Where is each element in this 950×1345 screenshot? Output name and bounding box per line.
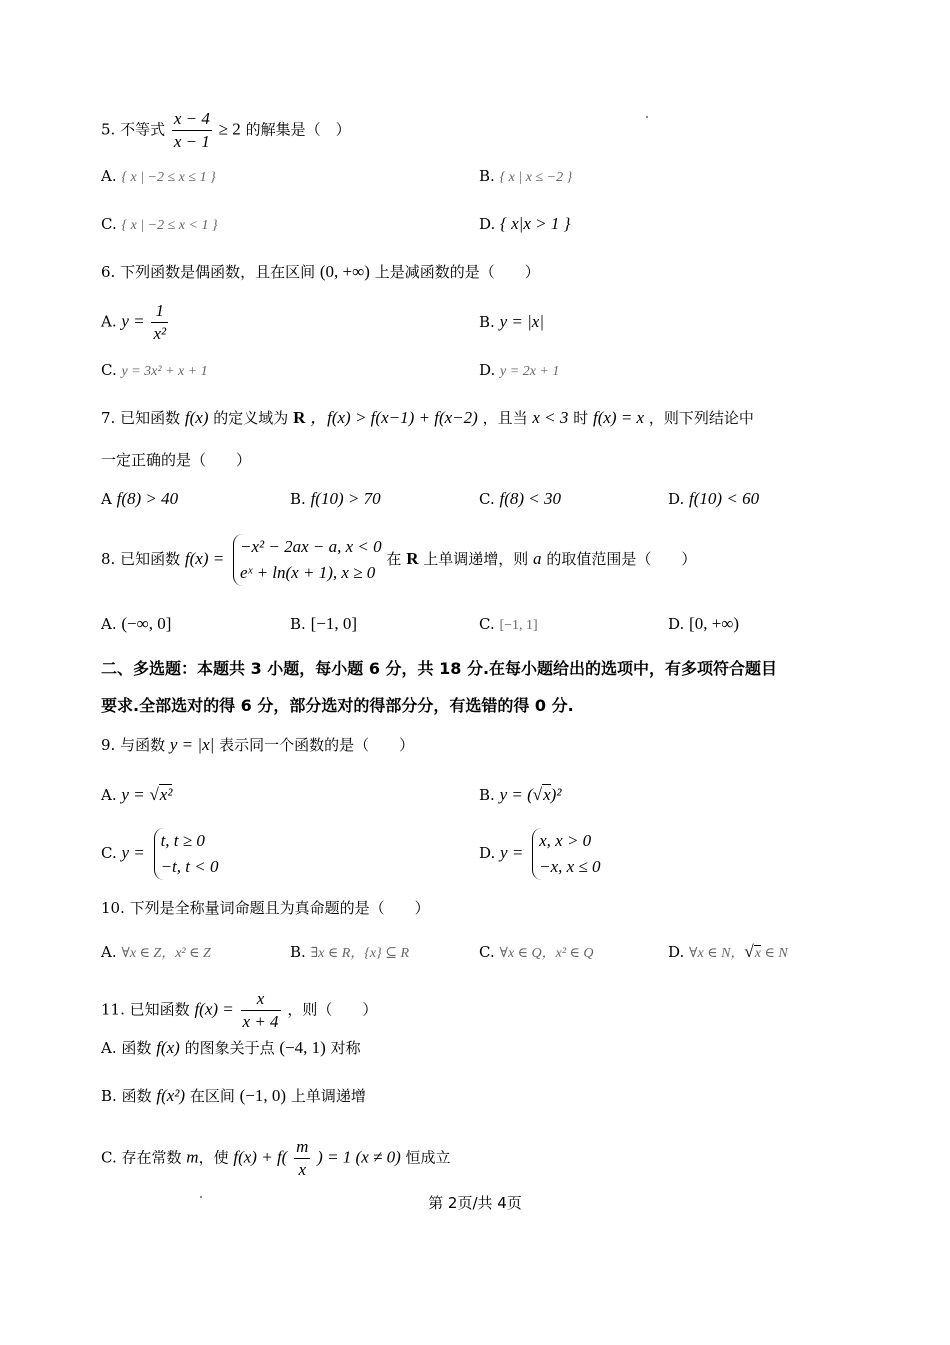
q5-c-text: { x | −2 ≤ x < 1 } <box>121 218 218 233</box>
q5-d-label: D. <box>479 215 496 233</box>
q7-d-label: D. <box>668 490 685 508</box>
q7-stem-line2: 一定正确的是（ ） <box>101 451 252 469</box>
q11-c-expr1: f(x) + f( <box>233 1147 288 1167</box>
q10-option-c <box>479 942 594 964</box>
q6-d-label: D. <box>479 361 496 379</box>
q8-number: 8. <box>101 550 116 568</box>
q9-d-label: D. <box>479 844 496 862</box>
q7-suffix: ，则下列结论中 <box>648 409 754 427</box>
q6-d-text: y = 2x + 1 <box>500 364 560 379</box>
q8-a-text: (−∞, 0] <box>121 614 172 633</box>
q10-c-text: ∀x ∈ Q，x² ∈ Q <box>499 946 594 961</box>
q8-suffix: 的取值范围是（ ） <box>546 550 697 568</box>
section2-heading-line2: 要求.全部选对的得 6 分，部分选对的得部分分，有选错的得 0 分. <box>101 696 574 715</box>
q11-stem <box>101 988 377 1033</box>
q6-number: 6. <box>101 263 116 281</box>
q9-a-lhs: y = <box>121 785 145 804</box>
q11-number: 11. <box>101 1000 125 1019</box>
q5-after-frac: ≥ 2 <box>218 119 241 139</box>
q8-b-text: [−1, 0] <box>310 614 357 633</box>
q11-c-label: C. <box>101 1148 117 1167</box>
q7-c-label: C. <box>479 490 495 508</box>
q7-real-set: R <box>293 408 306 427</box>
q11-b-fx: f(x²) <box>156 1086 186 1105</box>
q7-prefix: 已知函数 <box>120 409 181 427</box>
q10-a-text: ∀x ∈ Z，x² ∈ Z <box>121 946 211 961</box>
q7-mid1: 的定义域为 <box>213 409 289 427</box>
q8-piecewise <box>233 534 382 586</box>
q7-c-text: f(8) < 30 <box>499 489 562 508</box>
q9-b-rhs: )² <box>550 785 562 804</box>
q6-prefix: 下列函数是偶函数，且在区间 <box>120 263 316 281</box>
q8-option-d <box>668 614 739 634</box>
q9-c-label: C. <box>101 844 117 862</box>
q5-prefix: 不等式 <box>120 120 166 139</box>
q5-c-label: C. <box>101 215 117 233</box>
q10-d-radicand: x <box>754 946 761 961</box>
q6-option-c <box>101 360 208 382</box>
q5-b-label: B. <box>479 167 495 185</box>
q11-option-b <box>101 1086 366 1106</box>
q9-a-radicand: x² <box>159 785 173 804</box>
q10-option-d: D. ∀x ∈ N，√x ∈ N <box>668 942 788 961</box>
q10-d-label: D. <box>668 943 685 961</box>
q8-fx: f(x) = <box>184 549 225 568</box>
q11-c-fraction <box>294 1136 310 1181</box>
q9-d-piecewise <box>532 828 600 880</box>
q11-option-a <box>101 1038 361 1058</box>
q9-func: y = |x| <box>169 735 215 754</box>
q8-mid2: 上单调递增，则 <box>423 550 529 568</box>
q11-c-den: x <box>298 1160 307 1179</box>
q6-a-fraction <box>151 300 168 345</box>
q9-c-piecewise <box>154 828 219 880</box>
q9-c-lhs: y = <box>121 843 145 862</box>
q11-c-mid: ，使 <box>198 1148 229 1167</box>
q11-option-c <box>101 1136 451 1181</box>
q11-b-label: B. <box>101 1087 117 1105</box>
q9-suffix: 表示同一个函数的是（ ） <box>219 736 415 754</box>
q7-d-text: f(10) < 60 <box>689 489 760 508</box>
q5-d-text: { x|x > 1 } <box>500 214 571 233</box>
q10-option-b <box>290 942 409 964</box>
q6-a-lhs: y = <box>121 311 145 331</box>
q8-a-label: A. <box>101 615 117 633</box>
q7-a-text: f(8) > 40 <box>116 489 179 508</box>
q11-a-point: (−4, 1) <box>279 1038 326 1057</box>
q5-option-a <box>101 166 216 188</box>
q9-option-d <box>479 828 601 880</box>
q7-option-c <box>479 489 561 509</box>
q8-mid: 在 <box>386 550 402 568</box>
q8-real-set: R <box>406 549 419 568</box>
q7-mid2: ，且当 <box>482 409 528 427</box>
q11-b-interval: (−1, 0) <box>239 1086 287 1105</box>
q11-a-pre: 函数 <box>121 1039 152 1057</box>
q9-b-radicand: x <box>543 785 551 804</box>
q11-num: x <box>241 988 281 1011</box>
q7-fx: f(x) <box>184 408 209 427</box>
q6-c-text: y = 3x² + x + 1 <box>121 364 208 379</box>
q8-prefix: 已知函数 <box>120 550 181 568</box>
q11-fraction <box>241 988 281 1033</box>
q5-option-b <box>479 166 572 188</box>
q11-fx: f(x) = <box>194 999 234 1019</box>
q8-stem <box>101 534 696 586</box>
q5-stem <box>101 108 351 153</box>
q5-fraction <box>172 108 212 153</box>
q8-d-label: D. <box>668 615 685 633</box>
stray-dot <box>646 116 648 118</box>
q7-number: 7. <box>101 409 116 427</box>
q6-suffix: 上是减函数的是（ ） <box>374 263 540 281</box>
q6-option-d <box>479 360 559 382</box>
q6-b-text: y = |x| <box>499 312 544 331</box>
q5-suffix: 的解集是（ ） <box>245 120 351 139</box>
q8-c-label: C. <box>479 615 495 633</box>
q11-c-post: 恒成立 <box>405 1148 451 1167</box>
q9-number: 9. <box>101 736 116 754</box>
q8-option-a <box>101 614 171 634</box>
q7-cond: ，f(x) > f(x−1) + f(x−2) <box>310 408 478 427</box>
q6-c-label: C. <box>101 361 117 379</box>
q8-c-text: [−1, 1] <box>499 618 538 633</box>
q11-a-fx: f(x) <box>156 1038 180 1057</box>
q9-c-piece1: t, t ≥ 0 <box>160 831 205 850</box>
q5-a-label: A. <box>101 167 117 185</box>
q5-number: 5. <box>101 120 116 139</box>
q9-option-c <box>101 828 218 880</box>
q10-d-pre: ∀x ∈ N， <box>689 946 745 961</box>
q7-option-d <box>668 489 759 509</box>
q11-b-post: 上单调递增 <box>290 1087 366 1105</box>
q6-option-b <box>479 312 544 332</box>
q6-a-label: A. <box>101 312 117 331</box>
q9-a-label: A. <box>101 786 117 804</box>
q5-option-c <box>101 214 218 236</box>
q7-b-text: f(10) > 70 <box>310 489 381 508</box>
q11-a-label: A. <box>101 1039 117 1057</box>
q11-b-pre: 函数 <box>121 1087 152 1105</box>
q7-a-label: A <box>101 490 112 508</box>
page-footer: 第 2页/共 4页 <box>428 1194 522 1212</box>
q10-b-text: ∃x ∈ R，{x} ⊆ R <box>310 946 409 961</box>
q9-b-lhs: y = ( <box>499 785 533 804</box>
q7-option-b <box>290 489 381 509</box>
q6-option-a <box>101 300 170 345</box>
q11-a-mid: 的图象关于点 <box>184 1039 275 1057</box>
q5-option-d <box>479 214 570 234</box>
q6-a-den: x² <box>153 324 167 343</box>
q9-c-piece2: −t, t < 0 <box>160 857 219 876</box>
q6-interval: (0, +∞) <box>319 262 370 281</box>
q10-d-post: ∈ N <box>760 946 788 961</box>
q10-stem <box>101 898 430 918</box>
q7-b-label: B. <box>290 490 306 508</box>
q8-option-c <box>479 614 538 636</box>
q7-mid3: 时 <box>573 409 589 427</box>
q5-frac-den: x − 1 <box>173 132 210 151</box>
q7-stem <box>101 408 754 428</box>
q11-prefix: 已知函数 <box>129 1000 190 1019</box>
q7-cond3: f(x) = x <box>592 408 645 427</box>
q9-option-b: B. y = (√x)² <box>479 785 562 804</box>
q10-a-label: A. <box>101 943 117 961</box>
q10-c-label: C. <box>479 943 495 961</box>
q6-a-num: 1 <box>151 300 168 323</box>
q6-b-label: B. <box>479 313 495 331</box>
q9-stem <box>101 735 414 755</box>
q10-number: 10. <box>101 899 125 917</box>
q7-cond2: x < 3 <box>532 408 569 427</box>
q11-c-m: m <box>186 1147 199 1167</box>
q9-prefix: 与函数 <box>120 736 166 754</box>
q5-b-text: { x | x ≤ −2 } <box>499 170 573 185</box>
q11-b-mid: 在区间 <box>189 1087 235 1105</box>
q5-frac-num: x − 4 <box>172 108 212 131</box>
q11-c-expr2: ) = 1 (x ≠ 0) <box>317 1147 401 1167</box>
q6-stem <box>101 262 540 282</box>
q11-a-post: 对称 <box>330 1039 361 1057</box>
q8-piece2: eˣ + ln(x + 1), x ≥ 0 <box>239 563 376 582</box>
q11-c-pre: 存在常数 <box>121 1148 182 1167</box>
q11-suffix: ，则（ ） <box>287 1000 378 1019</box>
q9-d-lhs: y = <box>500 843 524 862</box>
q10-option-a <box>101 942 211 964</box>
q11-den: x + 4 <box>242 1012 279 1031</box>
q10-b-label: B. <box>290 943 306 961</box>
q11-c-num: m <box>294 1136 310 1159</box>
q8-piece1: −x² − 2ax − a, x < 0 <box>239 537 382 556</box>
q8-option-b <box>290 614 357 634</box>
q8-a: a <box>533 549 542 568</box>
q9-b-label: B. <box>479 786 495 804</box>
q8-b-label: B. <box>290 615 306 633</box>
q9-option-a: A. y = √x² <box>101 785 173 804</box>
q7-option-a <box>101 489 178 509</box>
q9-d-piece1: x, x > 0 <box>539 831 592 850</box>
q5-a-text: { x | −2 ≤ x ≤ 1 } <box>121 170 216 185</box>
section2-heading-line1: 二、多选题：本题共 3 小题，每小题 6 分，共 18 分.在每小题给出的选项中，有多项符合题目 <box>101 659 778 678</box>
q8-d-text: [0, +∞) <box>689 614 740 633</box>
q9-d-piece2: −x, x ≤ 0 <box>539 857 601 876</box>
q10-text: 下列是全称量词命题且为真命题的是（ ） <box>129 899 430 917</box>
